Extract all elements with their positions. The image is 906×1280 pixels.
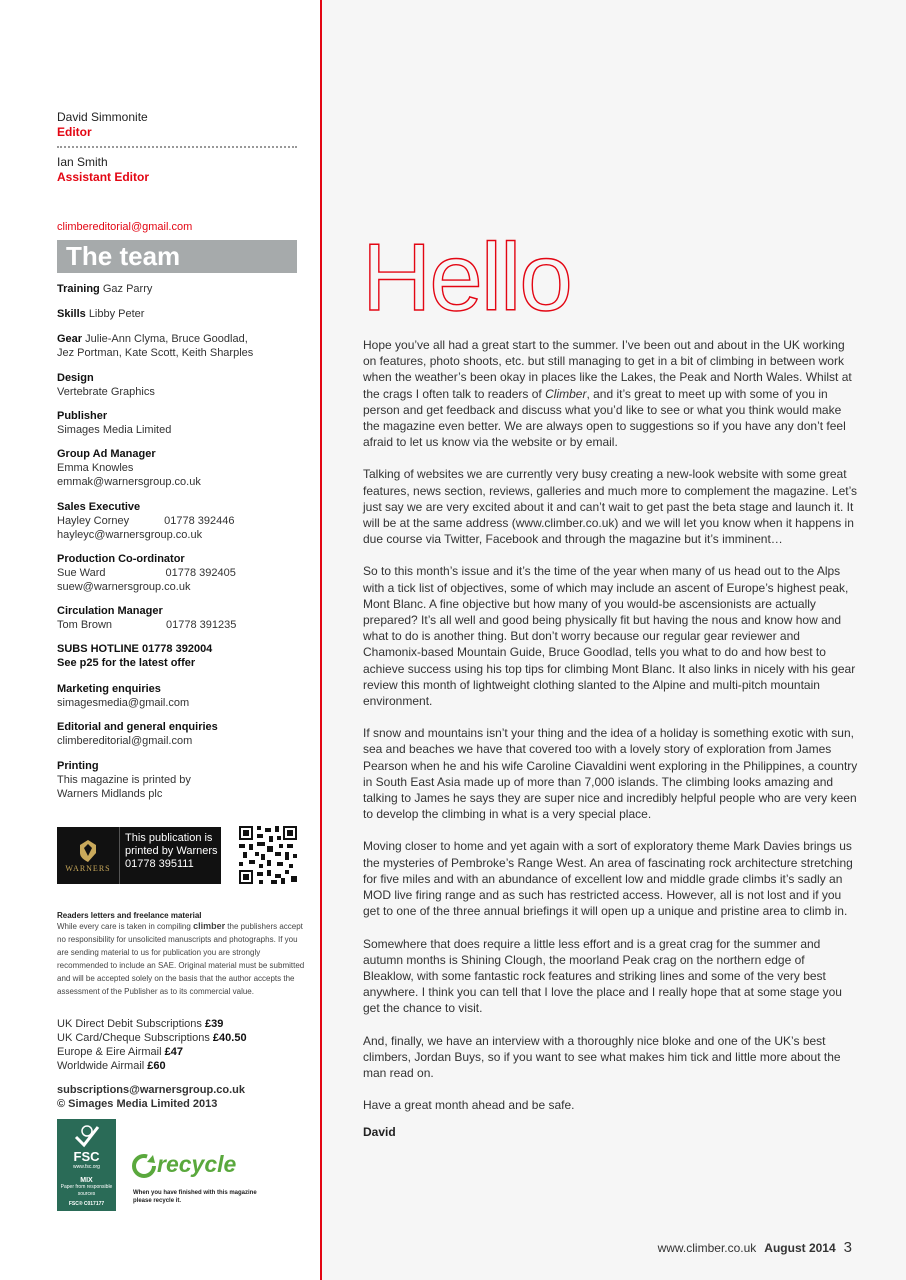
section-line: This magazine is printed by (57, 774, 191, 786)
contact-phone: 01778 392405 (165, 567, 236, 579)
fsc-badge (57, 1119, 116, 1211)
section-line: Emma Knowles (57, 462, 134, 474)
section-editorial-enquiries (57, 720, 297, 748)
section-title: Circulation Manager (57, 605, 163, 617)
section-group-ad-manager (57, 447, 297, 489)
paragraph (363, 337, 858, 450)
team-label: Gear (57, 333, 83, 345)
team-skills (57, 307, 297, 321)
team-training (57, 282, 297, 296)
subscription-item (57, 1059, 297, 1073)
section-title: SUBS HOTLINE 01778 392004 (57, 643, 213, 655)
section-circulation-manager (57, 604, 297, 632)
printer-line: printed by Warners (125, 845, 218, 857)
section-email[interactable]: simagesmedia@gmail.com (57, 697, 190, 709)
section-production-coordinator (57, 552, 297, 594)
printer-box (57, 827, 221, 884)
section-line: Simages Media Limited (57, 424, 172, 436)
crest-icon (75, 838, 101, 864)
section-title: Editorial and general enquiries (57, 721, 218, 733)
contact-phone: 01778 392446 (164, 515, 235, 527)
section-title: Marketing enquiries (57, 683, 161, 695)
team-gear (57, 332, 297, 360)
section-marketing (57, 682, 297, 710)
section-title: Sales Executive (57, 501, 141, 513)
subscription-item (57, 1017, 297, 1031)
fsc-url: www.fsc.org (73, 1164, 100, 1170)
footer-issue: August 2014 (764, 1241, 836, 1255)
recycle-logo: recycle (157, 1151, 237, 1177)
fsc-desc: Paper from responsible sources (60, 1184, 113, 1197)
fsc-mix: MIX (80, 1177, 93, 1184)
assistant-editor-name: Ian Smith (57, 155, 108, 169)
section-title: Printing (57, 760, 99, 772)
subs-contact (57, 1083, 297, 1111)
masthead-sidebar (0, 0, 322, 1280)
subscription-price: £60 (147, 1060, 166, 1072)
warners-logo (57, 827, 120, 884)
assistant-editor-role: Assistant Editor (57, 170, 150, 184)
contact-name: Tom Brown (57, 619, 113, 631)
paragraph: And, finally, we have an interview with a thoroughly nice bloke and one of the UK’s best climbers, Jordan Buys, so if you want to see what makes him tick and little more about the man read on. (363, 1033, 841, 1080)
section-title: Design (57, 372, 94, 384)
team-heading: The team (57, 240, 297, 273)
section-title: Publisher (57, 410, 108, 422)
section-printing (57, 759, 297, 801)
copyright: © Simages Media Limited 2013 (57, 1098, 218, 1110)
paragraph-text: Hope you’ve all had a great start to the summer. I’ve been out and about in the UK working on features, photo shoots, etc. but still managing to get in a bit of climbing in between work when the weather’s been okay in places like the Lakes, the Peak and North Wales. Whilst at the crags I often talk to readers of (363, 338, 852, 401)
tree-check-icon (72, 1123, 102, 1149)
section-subs-hotline (57, 642, 297, 670)
editorial-email[interactable]: climbereditorial@gmail.com (57, 221, 193, 233)
readers-title: Readers letters and freelance material (57, 911, 202, 920)
contact-phone: 01778 391235 (166, 619, 237, 631)
editor-name: David Simmonite (57, 110, 148, 124)
recycle-note: When you have finished with this magazine please recycle it. (133, 1190, 257, 1204)
subscription-label: Worldwide Airmail (57, 1060, 148, 1072)
section-line: Vertebrate Graphics (57, 386, 155, 398)
section-title: Production Co-ordinator (57, 553, 185, 565)
subscription-label: UK Direct Debit Subscriptions (57, 1018, 205, 1030)
subscription-price: £39 (204, 1018, 224, 1030)
subscription-label: UK Card/Cheque Subscriptions (57, 1032, 213, 1044)
page-footer (658, 1239, 852, 1256)
contact-name: Hayley Corney (57, 515, 130, 527)
paragraph: So to this month’s issue and it’s the time of the year when many of us head out to the Alps with a tick list of objectives, some of which may include an ascent of Europe’s highest peak, Mont Blanc. A fine objective but how many of you would-be ascensionists are actually prepared? It’s all well and good being physically fit but having the nous and know how and what to do is another thing. But don’t worry because our regular gear reviewer and Chamonix-based Mountain Guide, Bruce Goodlad, tells you what to do and how best to achieve success using his top tips for climbing Mont Blanc. It also links in nicely with his gear review this month of lightweight clothing slanted to the Alpine and multi-pitch mountain environment. (363, 564, 856, 709)
paragraph-text: , and it’s great to meet up with some of you in person and get feedback and discuss what you’d like to see or what you think would make the magazine even better. We are always open to suggestions so if you have any don’t feel afraid to let us know via the website or by email. (363, 386, 846, 450)
printer-line: This publication is (125, 832, 213, 844)
qr-code-icon[interactable] (239, 826, 297, 884)
signoff: David (363, 1125, 396, 1139)
page-number: 3 (843, 1239, 852, 1256)
hello-heading: Hello (362, 224, 571, 331)
team-label: Training (57, 283, 100, 295)
section-email[interactable]: climbereditorial@gmail.com (57, 735, 193, 747)
paragraph: If snow and mountains isn’t your thing and the idea of a holiday is something exotic with sun, sea and beaches we have that covered too with a lovely story of exploration from James Pearson when he and his wife Caroline Ciavaldini went exploring in the Philippines, a country in South East Asia made up of more than 7,000 islands. The climbing looks amazing and talking to James he says they are super nice and incredibly helpful people who are very keen to develop the climbing in what is a very special place. (363, 726, 858, 822)
readers-text-pre: While every care is taken in compiling (57, 922, 194, 931)
warners-logo-text: WARNERS (65, 864, 111, 873)
footer-url[interactable]: www.climber.co.uk (657, 1241, 757, 1255)
magazine-name: Climber (545, 386, 587, 401)
subscriptions-list (57, 1017, 297, 1073)
readers-brand: climber (193, 921, 226, 931)
readers-text (57, 920, 307, 998)
editor-role: Editor (57, 125, 92, 139)
paragraph: Somewhere that does require a little less effort and is a great crag for the summer and autumn months is Shining Clough, the moorland Peak crag on the northern edge of Bleaklow, with some fantastic rock features and striking lines and some of the very best anywhere. I think you can tell that I love the place and I really hope that at some stage you get the chance to visit. (363, 936, 842, 1016)
paragraph: Talking of websites we are currently very busy creating a new-look website with some great features, news section, reviews, galleries and much more to complement the magazine. Let’s just say we are very excited about it and can’t wait to get past the beta stage and launch it. It will be at the same address (www.climber.co.uk) and we will let you know when it happens in due course via Twitter, Facebook and through the magazine but it’s imminent… (363, 467, 858, 547)
readers-letters (57, 911, 307, 998)
team-label: Skills (57, 308, 86, 320)
subscription-price: £40.50 (212, 1032, 247, 1044)
subscription-item (57, 1045, 297, 1059)
subscription-label: Europe & Eire Airmail (57, 1046, 165, 1058)
team-text: Libby Peter (88, 308, 145, 320)
team-text-2: Jez Portman, Kate Scott, Keith Sharples (57, 347, 254, 359)
section-publisher (57, 409, 297, 437)
paragraph: Moving closer to home and yet again with a sort of exploratory theme Mark Davies brings us the mysteries of Pembroke’s Range West. An area of fascinating rock architecture stretching for five miles and with an abundance of excellent low and middle grade climbs it’s sadly an MOD live firing range and as such has restricted access. However, all is not lost and if you get to one of the three annual briefings it will open up a unique and pristine area to climb in. (363, 839, 853, 919)
section-line: Warners Midlands plc (57, 788, 163, 800)
paragraph: Have a great month ahead and be safe. (363, 1098, 575, 1113)
team-text: Gaz Parry (102, 283, 153, 295)
section-title: Group Ad Manager (57, 448, 156, 460)
staff-editor (57, 110, 297, 140)
staff-assistant-editor (57, 155, 297, 185)
readers-text-post: the publishers accept no responsibility for unsolicited manuscripts and photographs. If you are sending material to us for publication you are strongly recommended to include an SAE. Original material must be submitted and will be accepted solely on the basis that the author accepts the assessment of the Publisher as to its commercial value. (57, 922, 305, 996)
fsc-code: FSC® C017177 (68, 1201, 105, 1207)
printer-line: 01778 395111 (125, 858, 194, 870)
subs-email[interactable]: subscriptions@warnersgroup.co.uk (57, 1084, 245, 1096)
section-email[interactable]: hayleyc@warnersgroup.co.uk (57, 529, 203, 541)
section-email[interactable]: suew@warnersgroup.co.uk (57, 581, 191, 593)
section-design (57, 371, 297, 399)
editorial-body (363, 337, 858, 1129)
team-text: Julie-Ann Clyma, Bruce Goodlad, (85, 333, 248, 345)
subscription-item (57, 1031, 297, 1045)
dotted-divider (57, 146, 297, 148)
contact-name: Sue Ward (57, 567, 106, 579)
section-email[interactable]: emmak@warnersgroup.co.uk (57, 476, 201, 488)
printer-text (120, 827, 218, 884)
section-sales-executive (57, 500, 297, 542)
subscription-price: £47 (164, 1046, 183, 1058)
recycle-icon (131, 1153, 157, 1179)
section-bold-line: See p25 for the latest offer (57, 657, 196, 669)
fsc-logo: FSC (73, 1149, 100, 1164)
